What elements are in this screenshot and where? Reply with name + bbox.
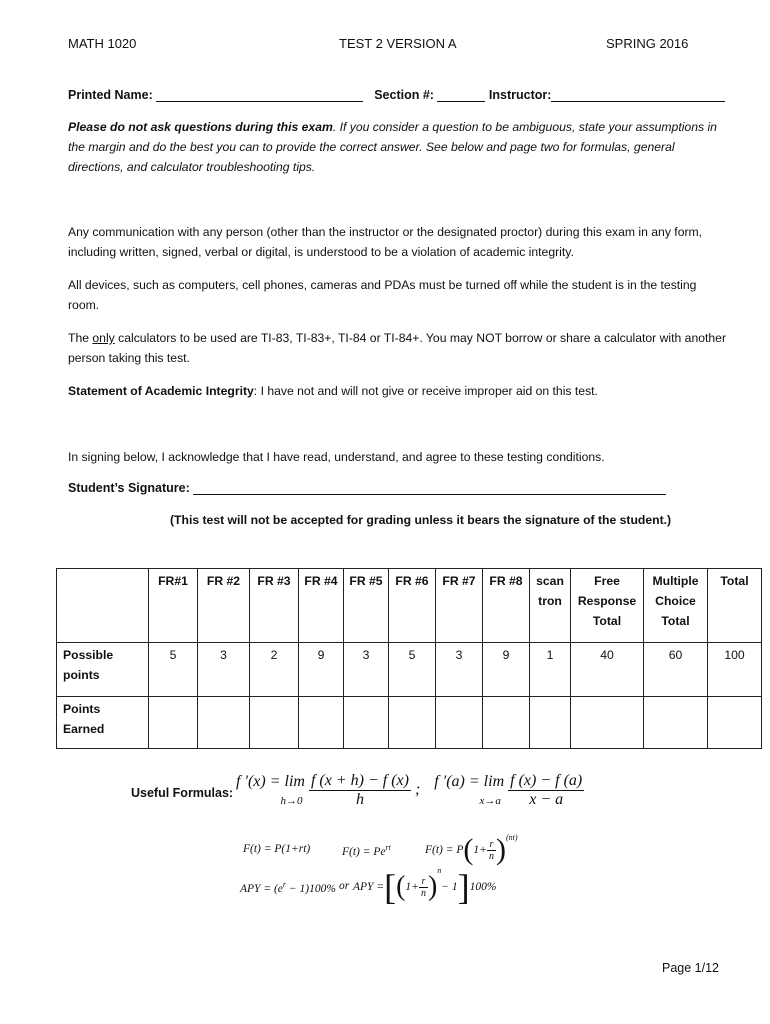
apy2-percent: 100% bbox=[469, 881, 497, 893]
signature-field[interactable] bbox=[193, 480, 666, 495]
signature-label: Student’s Signature: bbox=[68, 481, 190, 495]
integrity-text: : I have not and will not give or receive improper aid on this test. bbox=[253, 384, 598, 398]
section-label: Section #: bbox=[374, 88, 434, 102]
page-number: Page 1/12 bbox=[662, 961, 719, 975]
points-earned-label: Points Earned bbox=[57, 697, 149, 749]
possible-points-cell: 1 bbox=[530, 643, 571, 697]
possible-points-cell: 9 bbox=[299, 643, 344, 697]
compound-lhs: F(t) = P bbox=[425, 844, 464, 856]
apy2-exponent: n bbox=[437, 866, 442, 875]
instructor-label: Instructor: bbox=[488, 88, 552, 102]
compound-n: n bbox=[488, 850, 494, 862]
continuous-base: F(t) = Pe bbox=[342, 845, 386, 858]
header-cell: FR#1 bbox=[149, 569, 198, 643]
header-cell: Multiple Choice Total bbox=[644, 569, 708, 643]
apy1-base: APY = (e bbox=[240, 882, 283, 895]
apy-continuous-formula bbox=[240, 880, 336, 895]
derivative-formula bbox=[236, 772, 584, 809]
header-cell: FR #3 bbox=[250, 569, 299, 643]
continuous-exponent: rt bbox=[385, 843, 391, 852]
points-earned-cell[interactable] bbox=[389, 697, 436, 749]
apy2-rest: − 1 bbox=[441, 881, 458, 893]
points-earned-cell[interactable] bbox=[644, 697, 708, 749]
points-earned-cell[interactable] bbox=[149, 697, 198, 749]
table-corner-cell bbox=[57, 569, 149, 643]
calculator-rule-text: calculators to be used are TI-83, TI-83+, TI-84 or TI-84+. You may NOT borrow or share a calculator with another person taking this test. bbox=[68, 331, 727, 365]
calculator-rule-only: only bbox=[92, 331, 115, 345]
possible-points-cell: 5 bbox=[149, 643, 198, 697]
header-cell: Free Response Total bbox=[571, 569, 644, 643]
compound-exponent: (nt) bbox=[505, 833, 518, 842]
apy2-one: 1+ bbox=[405, 881, 419, 893]
apy-compound-formula: APY =[(1+ $\frac{r}{n}$ )$^n$− 1]100% bbox=[353, 866, 497, 907]
score-table bbox=[56, 568, 762, 749]
header-cell: FR #2 bbox=[198, 569, 250, 643]
formula-or: or bbox=[339, 880, 350, 892]
test-version-label: TEST 2 VERSION A bbox=[339, 36, 457, 51]
possible-points-cell: 9 bbox=[483, 643, 530, 697]
header-cell: FR #6 bbox=[389, 569, 436, 643]
instructions-bold: Please do not ask questions during this exam bbox=[68, 120, 333, 134]
points-earned-cell[interactable] bbox=[299, 697, 344, 749]
possible-points-row bbox=[57, 643, 762, 697]
apy2-n: n bbox=[420, 887, 426, 899]
derivative-lhs: f ′(x) = lim bbox=[236, 772, 305, 790]
possible-points-cell: 100 bbox=[708, 643, 762, 697]
calculator-rule bbox=[68, 328, 728, 368]
devices-rule: All devices, such as computers, cell phones, cameras and PDAs must be turned off while the student is in the testing room. bbox=[68, 278, 697, 312]
integrity-label: Statement of Academic Integrity bbox=[68, 384, 254, 398]
derivative-at-a-numerator: f (x) − f (a) bbox=[510, 772, 583, 789]
points-earned-cell[interactable] bbox=[250, 697, 299, 749]
communication-rule: Any communication with any person (other than the instructor or the designated proctor) during this exam in any form, including written, signed, verbal or digital, is understood to be a violation of academic integrity. bbox=[68, 225, 703, 259]
simple-interest-formula: F(t) = P(1+rt) bbox=[243, 843, 311, 855]
points-earned-cell[interactable] bbox=[571, 697, 644, 749]
derivative-at-a-denominator: x − a bbox=[529, 791, 564, 808]
apy2-lhs: APY = bbox=[353, 881, 385, 893]
academic-integrity-statement bbox=[68, 381, 728, 401]
printed-name-label: Printed Name: bbox=[68, 88, 153, 102]
printed-name-field[interactable] bbox=[156, 87, 363, 102]
header-cell: FR #4 bbox=[299, 569, 344, 643]
derivative-denominator: h bbox=[355, 791, 364, 808]
header-cell: Total bbox=[708, 569, 762, 643]
points-earned-row bbox=[57, 697, 762, 749]
points-earned-cell[interactable] bbox=[530, 697, 571, 749]
derivative-at-a-limit-sub: x→a bbox=[479, 794, 501, 807]
header-cell: scan tron bbox=[530, 569, 571, 643]
apy1-rest: − 1)100% bbox=[286, 882, 336, 895]
points-earned-cell[interactable] bbox=[483, 697, 530, 749]
derivative-numerator: f (x + h) − f (x) bbox=[310, 772, 409, 789]
apy2-r: r bbox=[419, 876, 428, 888]
exam-instructions bbox=[68, 117, 728, 177]
compound-interest-formula: F(t) = P(1+ $\frac{r}{n}$ )$^{(nt)}$ bbox=[425, 833, 518, 866]
formula-separator: ; bbox=[414, 781, 421, 799]
possible-points-label: Possible points bbox=[57, 643, 149, 697]
points-earned-cell[interactable] bbox=[436, 697, 483, 749]
derivative-limit-sub: h→0 bbox=[280, 794, 303, 807]
possible-points-cell: 2 bbox=[250, 643, 299, 697]
points-earned-cell[interactable] bbox=[344, 697, 389, 749]
signature-note: (This test will not be accepted for grading unless it bears the signature of the student.) bbox=[170, 513, 672, 527]
score-table-header-row bbox=[57, 569, 762, 643]
course-label: MATH 1020 bbox=[68, 36, 137, 51]
signature-line bbox=[68, 480, 666, 495]
instructor-field[interactable] bbox=[551, 87, 725, 102]
instructions-text: . If you consider a question to be ambiguous, state your assumptions in the margin and do the best you can to provide the correct answer. See below and page two for formulas, general directions, and calculator troubleshooting tips. bbox=[68, 120, 717, 174]
header-cell: FR #7 bbox=[436, 569, 483, 643]
compound-one: 1+ bbox=[473, 844, 487, 856]
possible-points-cell: 60 bbox=[644, 643, 708, 697]
useful-formulas-label: Useful Formulas: bbox=[131, 786, 234, 800]
calculator-rule-prefix: The bbox=[68, 331, 93, 345]
compound-r: r bbox=[487, 839, 496, 851]
derivative-at-a-lhs: f ′(a) = lim bbox=[434, 772, 505, 790]
possible-points-cell: 3 bbox=[436, 643, 483, 697]
possible-points-cell: 3 bbox=[344, 643, 389, 697]
student-info-line bbox=[68, 87, 725, 102]
possible-points-cell: 40 bbox=[571, 643, 644, 697]
points-earned-cell[interactable] bbox=[198, 697, 250, 749]
points-earned-cell[interactable] bbox=[708, 697, 762, 749]
continuous-interest-formula bbox=[342, 843, 391, 858]
possible-points-cell: 5 bbox=[389, 643, 436, 697]
acknowledgement-text: In signing below, I acknowledge that I have read, understand, and agree to these testing conditions. bbox=[68, 450, 605, 464]
header-cell: FR #8 bbox=[483, 569, 530, 643]
section-field[interactable] bbox=[437, 87, 485, 102]
apy1-exponent: r bbox=[282, 880, 287, 889]
term-label: SPRING 2016 bbox=[606, 36, 689, 51]
header-cell: FR #5 bbox=[344, 569, 389, 643]
possible-points-cell: 3 bbox=[198, 643, 250, 697]
